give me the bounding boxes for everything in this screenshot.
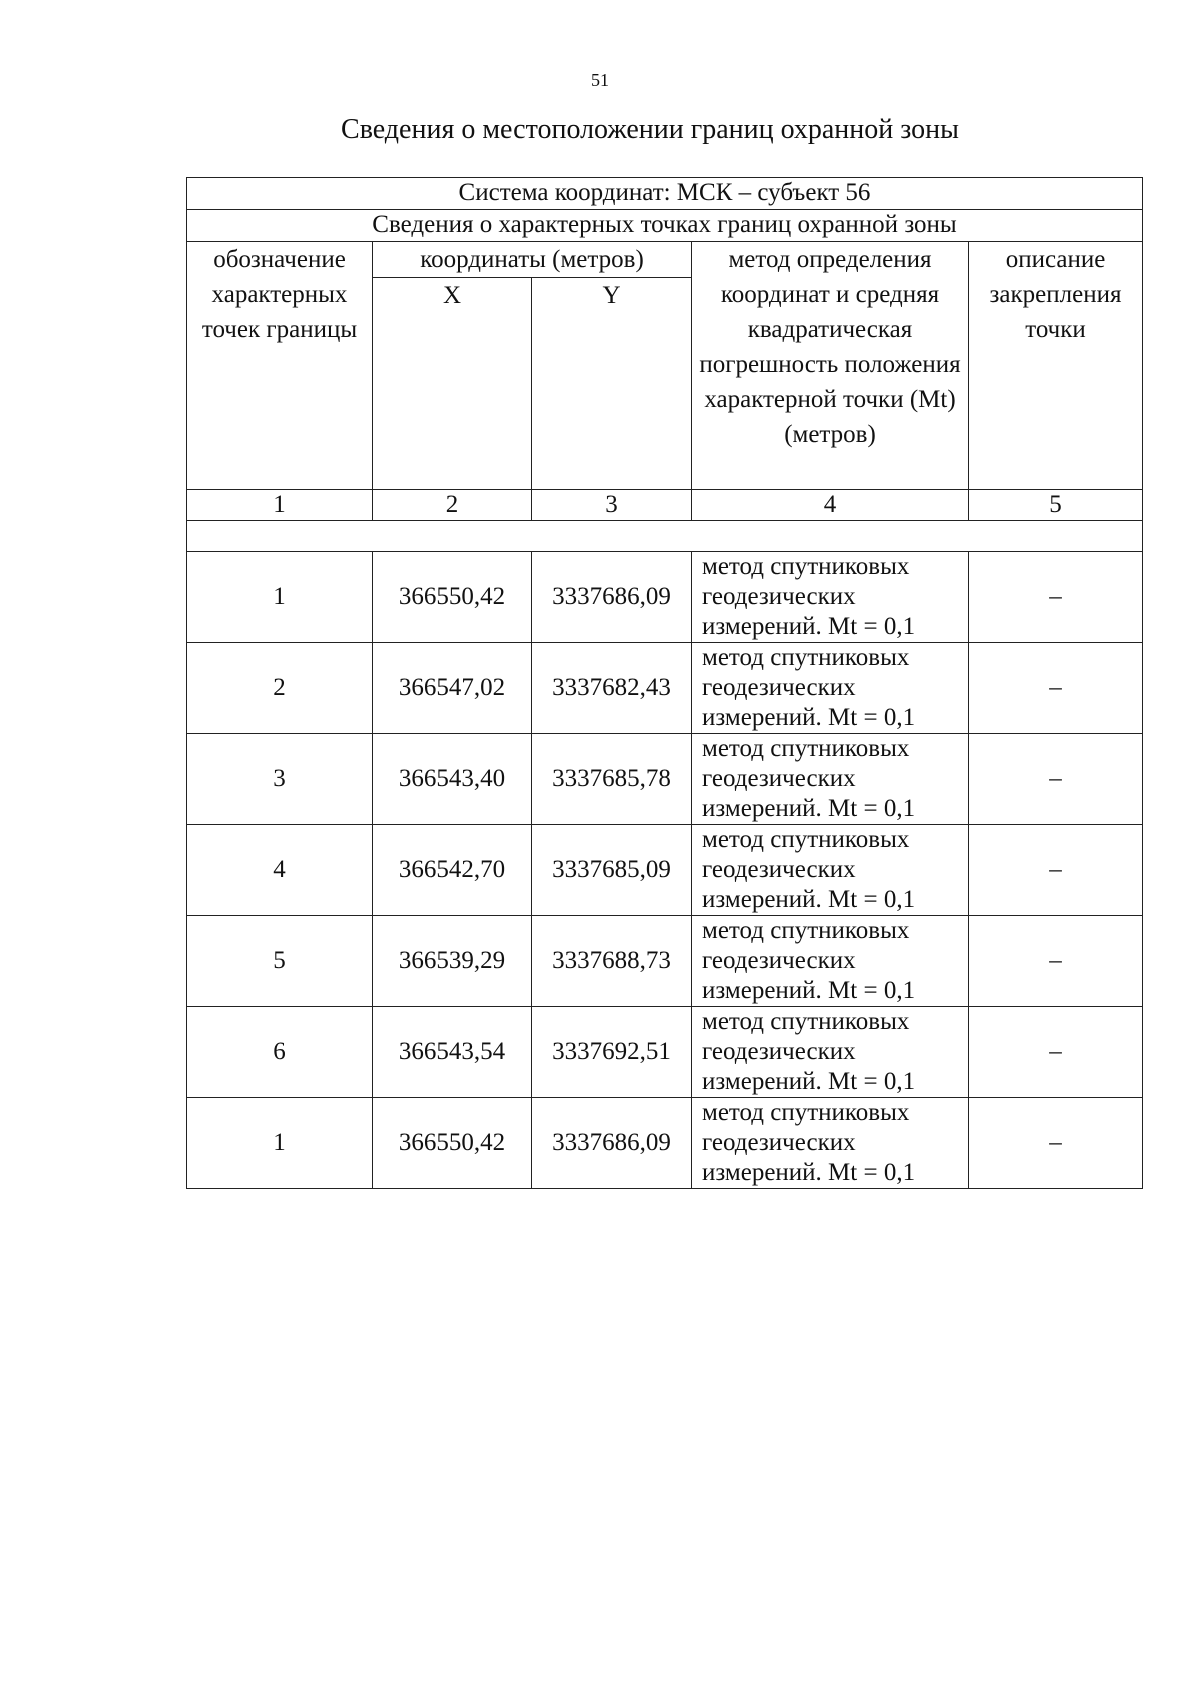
column-number: 3 — [532, 490, 692, 521]
x-cell: 366543,54 — [373, 1007, 532, 1098]
table-row — [187, 825, 1143, 916]
column-header-x: X — [373, 278, 532, 490]
column-header-coordinates: координаты (метров) — [373, 242, 692, 278]
table-row — [187, 916, 1143, 1007]
point-cell: 6 — [187, 1007, 373, 1098]
description-cell: – — [969, 552, 1143, 643]
column-number: 5 — [969, 490, 1143, 521]
method-cell: метод спутниковых геодезических измерений. Mt = 0,1 — [692, 825, 969, 916]
points-info-header: Сведения о характерных точках границ охранной зоны — [187, 210, 1143, 242]
table-row — [187, 552, 1143, 643]
x-cell: 366550,42 — [373, 552, 532, 643]
table-row — [187, 643, 1143, 734]
column-header-description: описание закрепления точки — [969, 242, 1143, 490]
description-cell: – — [969, 1098, 1143, 1189]
page-number: 51 — [591, 70, 609, 90]
x-cell: 366543,40 — [373, 734, 532, 825]
point-cell: 3 — [187, 734, 373, 825]
table-row — [187, 1007, 1143, 1098]
description-cell: – — [969, 643, 1143, 734]
x-cell: 366542,70 — [373, 825, 532, 916]
column-number: 2 — [373, 490, 532, 521]
column-number: 1 — [187, 490, 373, 521]
column-number-row — [187, 490, 1143, 521]
column-header-designation: обозначение характерных точек границы — [187, 242, 373, 490]
x-cell: 366539,29 — [373, 916, 532, 1007]
x-cell: 366547,02 — [373, 643, 532, 734]
y-cell: 3337686,09 — [532, 1098, 692, 1189]
point-cell: 4 — [187, 825, 373, 916]
description-cell: – — [969, 916, 1143, 1007]
method-cell: метод спутниковых геодезических измерений. Mt = 0,1 — [692, 1007, 969, 1098]
document-title: Сведения о местоположении границ охранной зоны — [341, 114, 959, 145]
y-cell: 3337682,43 — [532, 643, 692, 734]
boundary-points-table — [186, 177, 1143, 1189]
description-cell: – — [969, 825, 1143, 916]
y-cell: 3337685,09 — [532, 825, 692, 916]
x-cell: 366550,42 — [373, 1098, 532, 1189]
method-cell: метод спутниковых геодезических измерений. Mt = 0,1 — [692, 552, 969, 643]
y-cell: 3337686,09 — [532, 552, 692, 643]
y-cell: 3337685,78 — [532, 734, 692, 825]
method-cell: метод спутниковых геодезических измерений. Mt = 0,1 — [692, 734, 969, 825]
point-cell: 1 — [187, 552, 373, 643]
column-header-method: метод определения координат и средняя квадратическая погрешность положения характерной точки (Mt) (метров) — [692, 242, 969, 490]
point-cell: 2 — [187, 643, 373, 734]
y-cell: 3337692,51 — [532, 1007, 692, 1098]
y-cell: 3337688,73 — [532, 916, 692, 1007]
column-header-y: Y — [532, 278, 692, 490]
point-cell: 1 — [187, 1098, 373, 1189]
empty-cell — [187, 521, 1143, 552]
empty-row — [187, 521, 1143, 552]
column-number: 4 — [692, 490, 969, 521]
table-row — [187, 734, 1143, 825]
method-cell: метод спутниковых геодезических измерений. Mt = 0,1 — [692, 1098, 969, 1189]
description-cell: – — [969, 1007, 1143, 1098]
coordinate-system-header: Система координат: МСК – субъект 56 — [187, 178, 1143, 210]
table-row — [187, 1098, 1143, 1189]
point-cell: 5 — [187, 916, 373, 1007]
description-cell: – — [969, 734, 1143, 825]
method-cell: метод спутниковых геодезических измерений. Mt = 0,1 — [692, 643, 969, 734]
method-cell: метод спутниковых геодезических измерений. Mt = 0,1 — [692, 916, 969, 1007]
